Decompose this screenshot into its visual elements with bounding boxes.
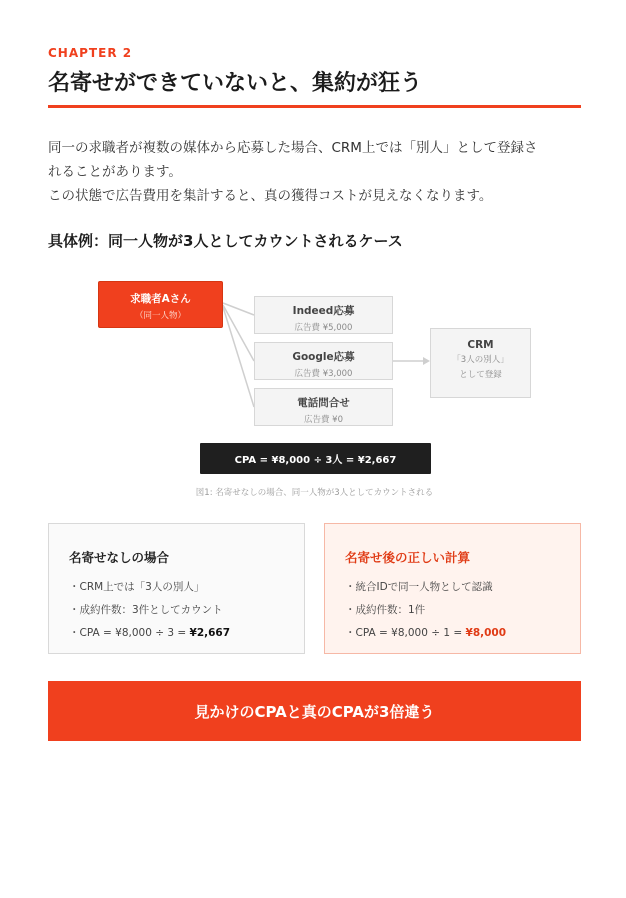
intro-paragraph — [48, 136, 581, 208]
crm-node — [430, 328, 531, 398]
title-divider — [48, 105, 581, 108]
card-item — [345, 622, 506, 645]
card-with-dedup — [324, 523, 581, 654]
source-cost: 広告費 ¥0 — [303, 415, 344, 425]
intro-line: 同一の求職者が複数の媒体から応募した場合、CRM上では「別人」として登録さ — [48, 140, 538, 156]
arrow-head-icon — [423, 357, 430, 365]
crm-label: CRM — [467, 339, 494, 351]
figure-caption: 図1: 名寄せなしの場合、同一人物が3人としてカウントされる — [195, 488, 434, 498]
flow-diagram — [48, 270, 581, 505]
card-item: ・CRM上では「3人の別人」 — [69, 581, 205, 593]
cpa-formula-bar: CPA = ¥8,000 ÷ 3人 = ¥2,667 — [200, 443, 431, 474]
page-title: 名寄せができていないと、集約が狂う — [48, 71, 423, 96]
crm-note-line: として登録 — [459, 370, 502, 380]
person-node — [98, 281, 223, 328]
summary-banner: 見かけのCPAと真のCPAが3倍違う — [48, 681, 581, 741]
card-list — [345, 576, 506, 645]
crm-note — [431, 353, 530, 383]
person-sub: （同一人物） — [134, 311, 186, 321]
source-cost: 広告費 ¥5,000 — [294, 323, 353, 333]
source-label: Indeed応募 — [292, 305, 355, 317]
cpa-value: ¥2,667 — [189, 627, 231, 639]
card-without-dedup — [48, 523, 305, 654]
card-item: ・統合IDで同一人物として認識 — [345, 581, 493, 593]
card-item — [69, 622, 230, 645]
intro-line: この状態で広告費用を集計すると、真の獲得コストが見えなくなります。 — [48, 188, 493, 204]
intro-line: れることがあります。 — [48, 164, 182, 180]
source-node-google — [254, 342, 393, 380]
person-label: 求職者Aさん — [130, 293, 191, 305]
card-item-text: ・CPA = ¥8,000 ÷ 1 = — [345, 627, 466, 639]
source-label: 電話問合せ — [297, 397, 350, 409]
chapter-label: CHAPTER 2 — [48, 46, 133, 60]
card-item-text: ・CPA = ¥8,000 ÷ 3 = — [69, 627, 190, 639]
source-label: Google応募 — [292, 351, 355, 363]
card-list — [69, 576, 230, 645]
card-item: ・成約件数：1件 — [345, 604, 426, 616]
source-node-phone — [254, 388, 393, 426]
cpa-value: ¥8,000 — [465, 627, 507, 639]
crm-note-line: 「3人の別人」 — [452, 355, 509, 365]
section-heading: 具体例：同一人物が3人としてカウントされるケース — [48, 232, 403, 250]
source-node-indeed — [254, 296, 393, 334]
connector-person-phone — [223, 307, 254, 407]
card-title: 名寄せなしの場合 — [69, 550, 170, 565]
card-title: 名寄せ後の正しい計算 — [345, 550, 471, 565]
card-item: ・成約件数：3件としてカウント — [69, 604, 223, 616]
source-cost: 広告費 ¥3,000 — [294, 369, 353, 379]
